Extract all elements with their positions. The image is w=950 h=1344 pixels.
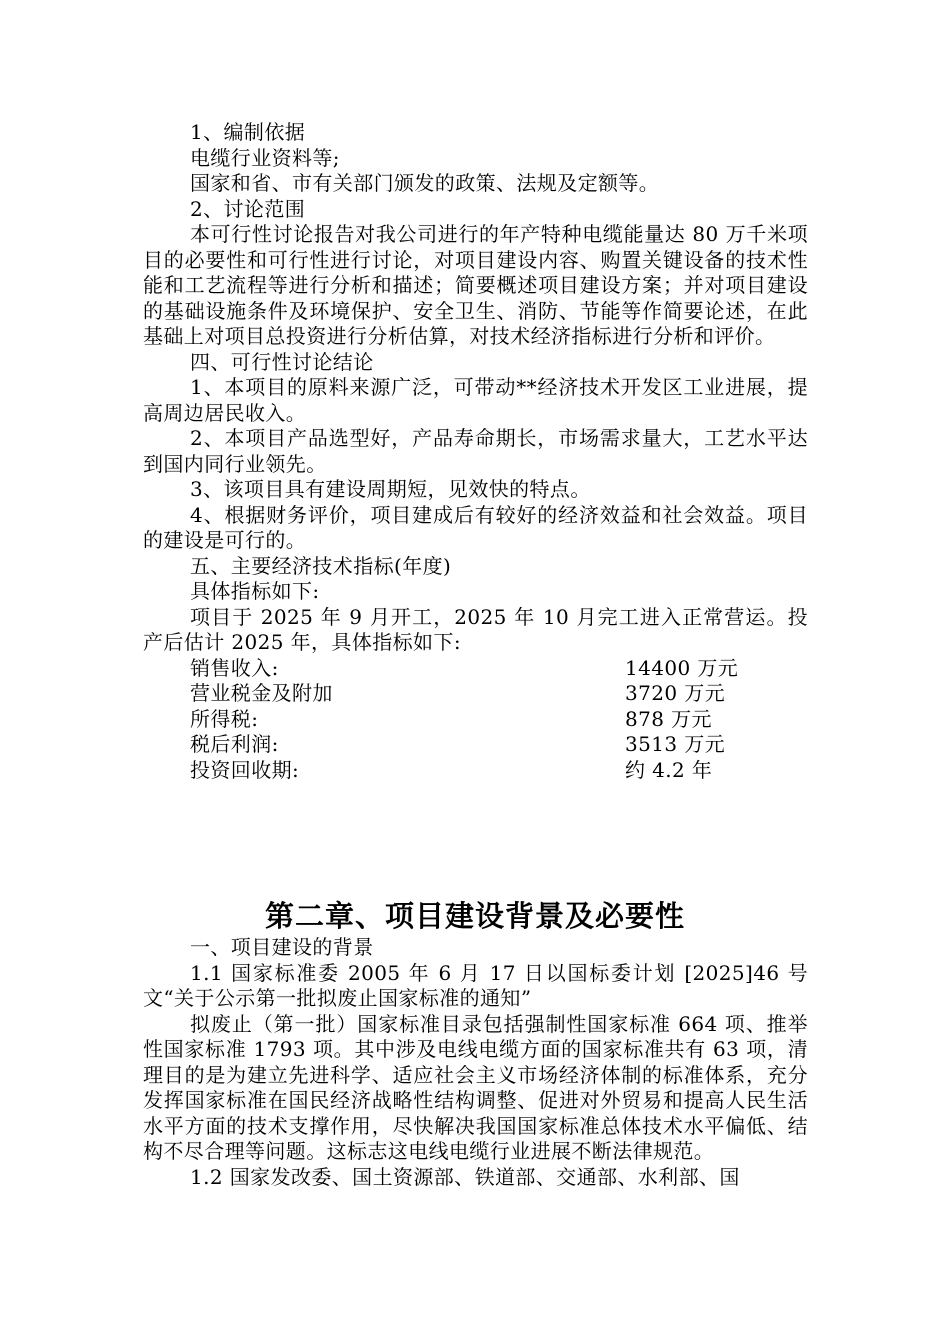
background-heading: 一、项目建设的背景 [190, 935, 374, 959]
background-item: 1.2 国家发改委、国土资源部、铁道部、交通部、水利部、国 [190, 1164, 740, 1189]
background-item: 1.1 国家标准委 2005 年 6 月 17 日以国标委计划 [2025]46 号文“关于公示第一批拟废止国家标准的通知” [143, 960, 808, 1010]
indicator-row [143, 758, 808, 784]
conclusion-item: 3、该项目具有建设周期短，见效快的特点。 [190, 477, 591, 501]
section-feasibility [143, 120, 808, 783]
basis-item: 国家和省、市有关部门颁发的政策、法规及定额等。 [190, 171, 660, 195]
scope-heading: 2、讨论范围 [190, 196, 306, 221]
basis-heading: 1、编制依据 [190, 120, 306, 144]
chapter-title: 第二章、项目建设背景及必要性 [264, 899, 685, 933]
indicator-row [143, 732, 808, 758]
conclusion-heading: 四、可行性讨论结论 [190, 349, 374, 374]
indicator-value: 3513 万元 [625, 732, 726, 756]
indicators-heading: 五、主要经济技术指标(年度) [190, 553, 452, 578]
indicator-value: 约 4.2 年 [625, 757, 713, 782]
section-background [143, 935, 808, 1190]
conclusion-item: 1、本项目的原料来源广泛，可带动**经济技术开发区工业进展，提高周边居民收入。 [143, 375, 808, 425]
indicators-intro: 具体指标如下: [190, 579, 320, 603]
conclusion-item: 4、根据财务评价，项目建成后有较好的经济效益和社会效益。项目的建设是可行的。 [143, 502, 808, 552]
indicator-row [143, 656, 808, 682]
indicator-value: 14400 万元 [625, 655, 739, 680]
indicator-label: 营业税金及附加 [190, 681, 333, 705]
indicator-label: 投资回收期: [190, 757, 300, 782]
basis-item: 电缆行业资料等; [190, 145, 340, 170]
indicators-table [143, 656, 808, 784]
indicator-value: 878 万元 [625, 706, 712, 731]
indicator-label: 销售收入: [190, 655, 279, 680]
indicator-row [143, 707, 808, 733]
conclusion-item: 2、本项目产品选型好，产品寿命期长，市场需求量大，工艺水平达到国内同行业领先。 [143, 426, 808, 476]
indicator-row [143, 681, 808, 707]
schedule-paragraph: 项目于 2025 年 9 月开工，2025 年 10 月完工进入正常营运。投产后估计 2025 年，具体指标如下: [143, 604, 808, 654]
indicator-label: 所得税: [190, 706, 259, 731]
indicator-value: 3720 万元 [625, 681, 726, 705]
scope-paragraph: 本可行性讨论报告对我公司进行的年产特种电缆能量达 80 万千米项目的必要性和可行性进行讨论，对项目建设内容、购置关键设备的技术性能和工艺流程等进行分析和描述；简要概述项目建设方案；并对项目建设的基础设施条件及环境保护、安全卫生、消防、节能等作简要论述，在此基础上对项目总投资进行分析估算，对技术经济指标进行分析和评价。 [143, 222, 808, 348]
background-paragraph: 拟废止（第一批）国家标准目录包括强制性国家标准 664 项、推举性国家标准 1793 项。其中涉及电线电缆方面的国家标准共有 63 项，清理目的是为建立先进科学、适应社会主义市场经济体制的标准体系，充分发挥国家标准在国民经济战略性结构调整、促进对外贸易和提高人民生活水平方面的技术支撑作用，尽快解决我国国家标准总体技术水平偏低、结构不尽合理等问题。这标志这电线电缆行业进展不断法律规范。 [143, 1011, 808, 1163]
indicator-label: 税后利润: [190, 732, 279, 756]
